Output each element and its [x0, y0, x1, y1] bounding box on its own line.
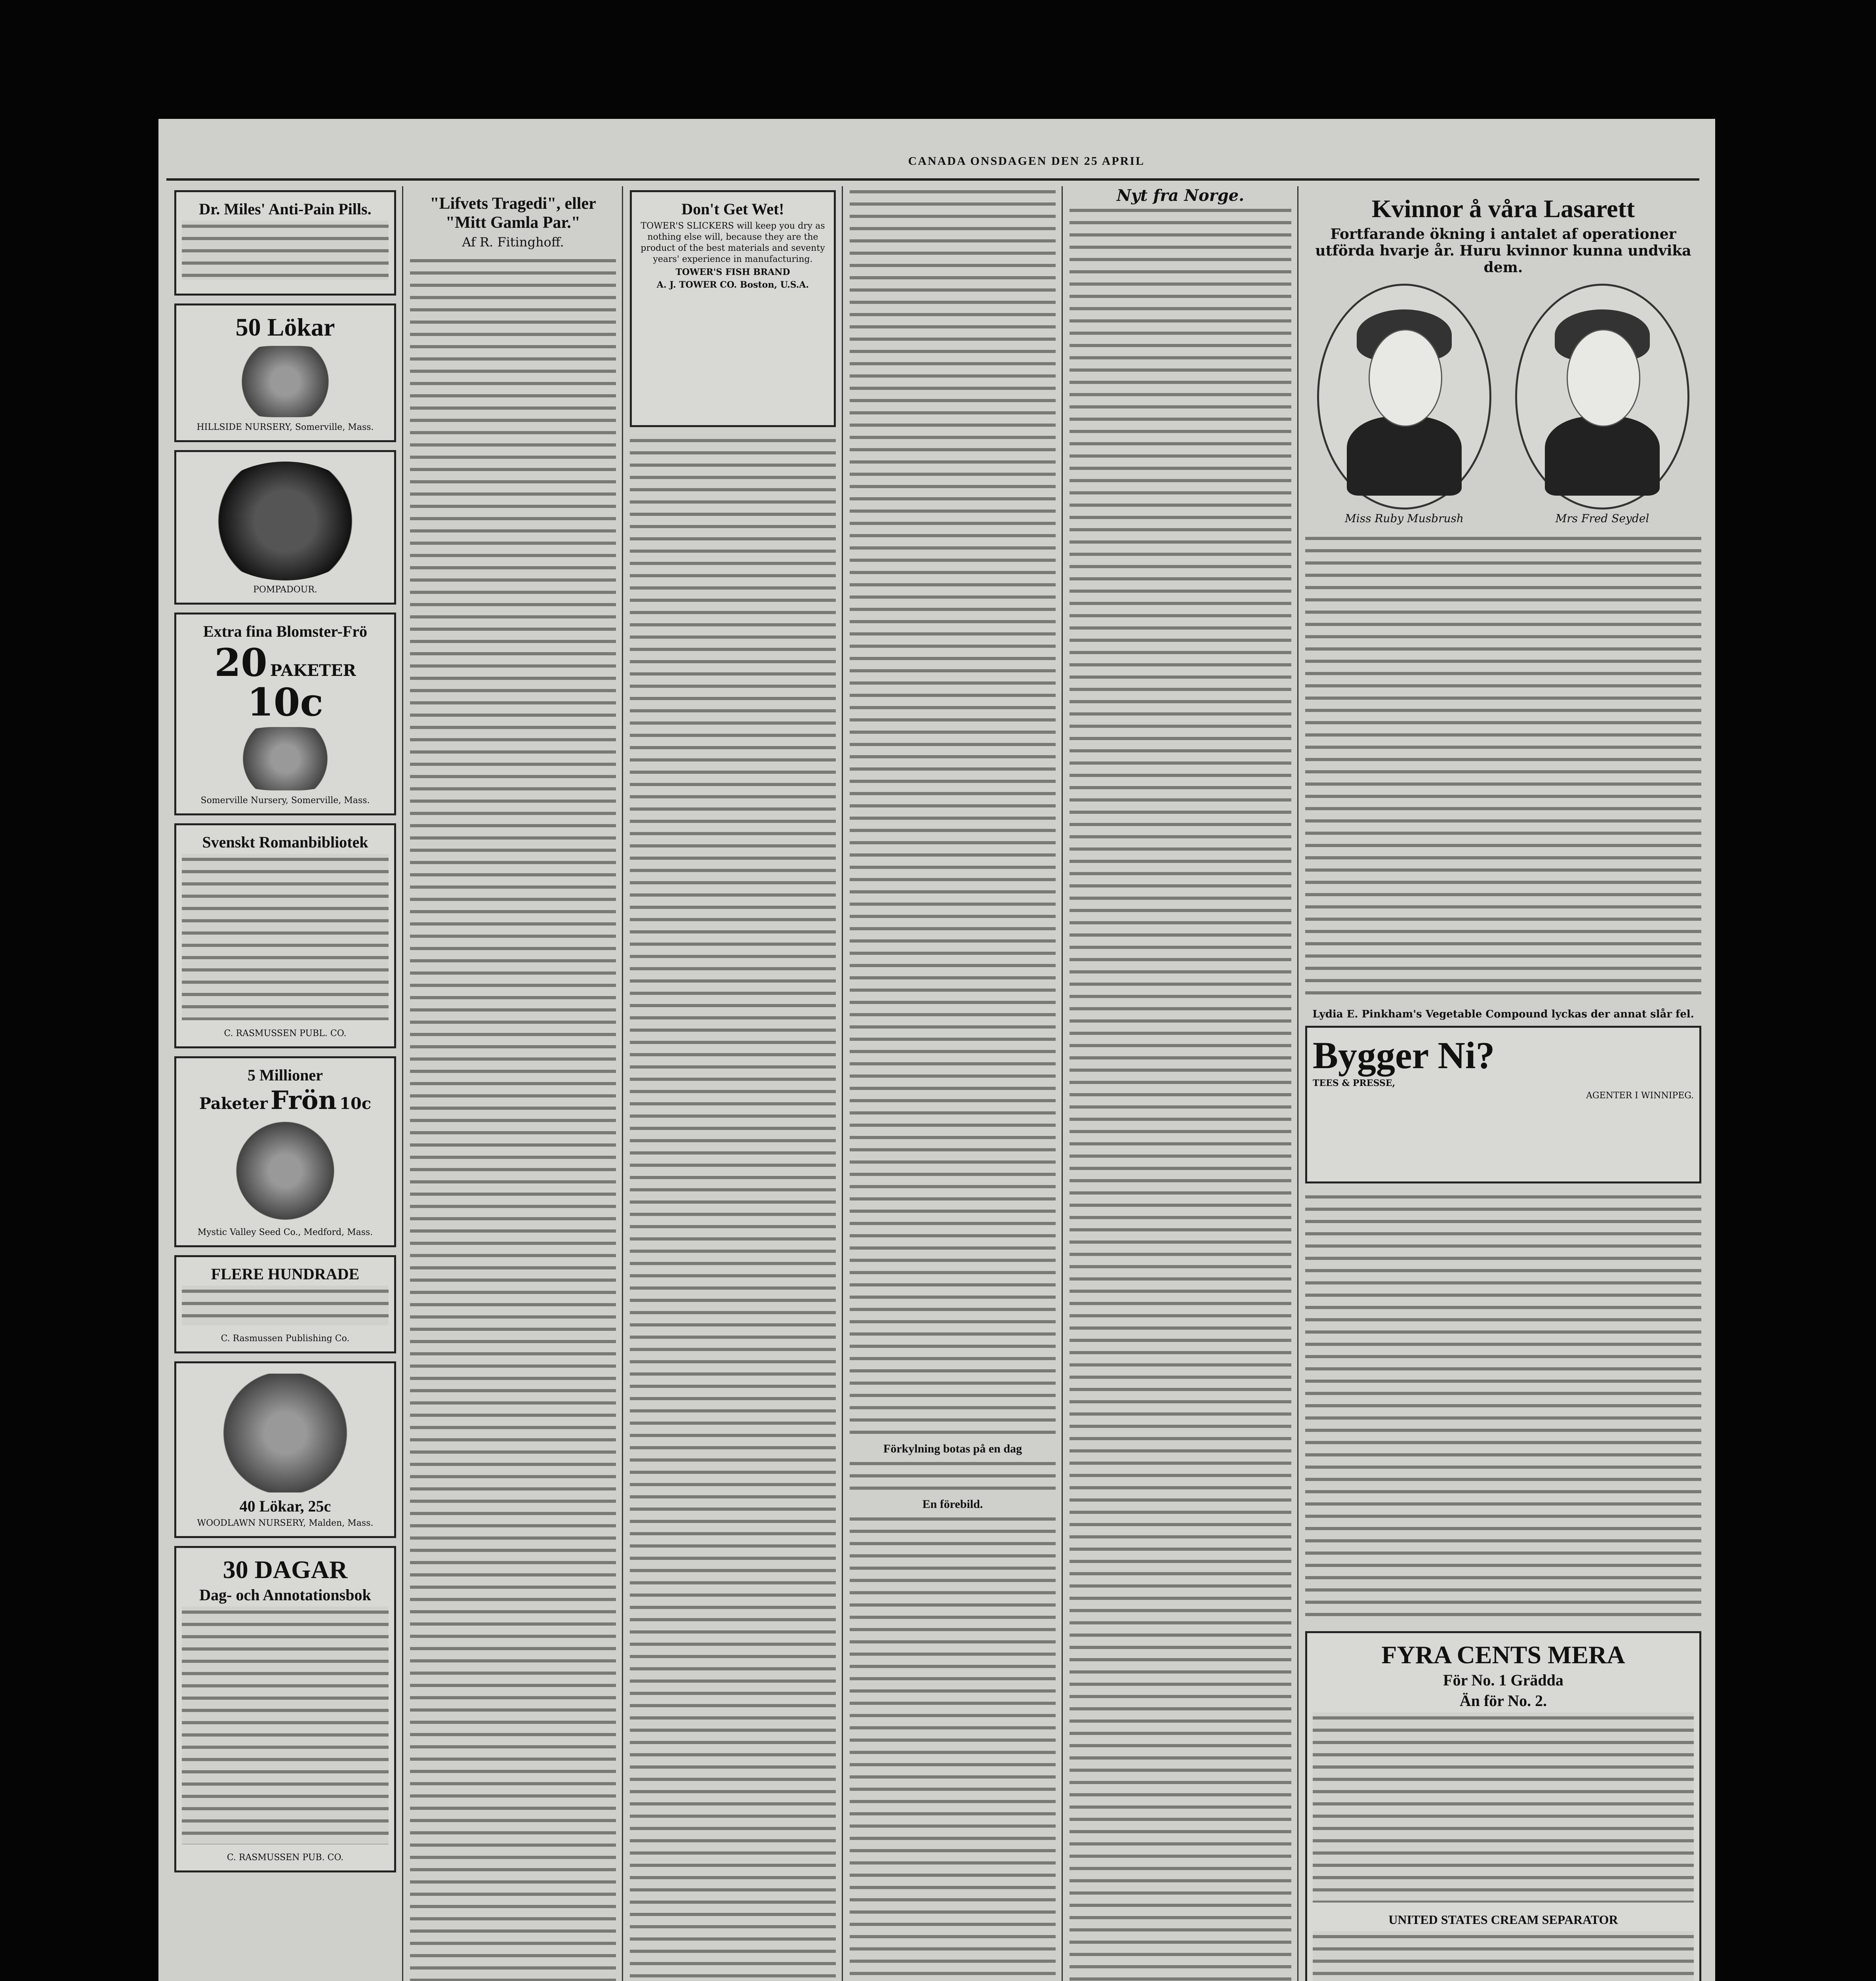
- column-4: [850, 186, 1056, 1981]
- column-ads-left: [174, 186, 396, 1981]
- ad-romanbibliotek-sub: C. RASMUSSEN PUBL. CO.: [224, 1029, 347, 1038]
- ad-30-text: [182, 1607, 389, 1844]
- portrait-right: [1515, 284, 1689, 525]
- ad-towers-title: Don't Get Wet!: [681, 200, 784, 218]
- column-3: [630, 186, 836, 1981]
- ad-blomster-sub: Somerville Nursery, Somerville, Mass.: [200, 796, 370, 805]
- wig-illustration: [202, 462, 368, 580]
- ad-40-lokar: [174, 1361, 396, 1538]
- ad-lokar: [174, 303, 396, 442]
- ad-blomster-price: 10c: [247, 680, 324, 725]
- ad-40-sub: WOODLAWN NURSERY, Malden, Mass.: [197, 1518, 374, 1528]
- column-6-news: [1305, 1191, 1701, 1623]
- ad-millioner-price: 10c: [339, 1094, 372, 1113]
- portraits: [1305, 284, 1701, 525]
- caption-musbrush: Miss Ruby Musbrush: [1345, 512, 1464, 525]
- ad-towers-slickers: [630, 190, 836, 427]
- ad-bygger-title: Bygger Ni?: [1313, 1034, 1495, 1076]
- ad-fyra-cents: [1305, 1631, 1701, 1981]
- column-5: [1070, 186, 1291, 1981]
- column-3-body: [630, 435, 836, 1981]
- ad-lokar-title: 50 Lökar: [235, 313, 335, 341]
- ad-30-dagar: [174, 1546, 396, 1872]
- ad-forkylning-title: Förkylning botas på en dag: [883, 1442, 1022, 1455]
- ad-fyra-text2: [1313, 1931, 1694, 1981]
- ad-romanbibliotek-text: [182, 854, 389, 1020]
- plant-illustration: [223, 1119, 347, 1222]
- ad-fyra-sub2: Än för No. 2.: [1459, 1692, 1547, 1710]
- ad-millioner-big: Frön: [270, 1086, 337, 1115]
- ad-flere-sub: C. Rasmussen Publishing Co.: [221, 1334, 350, 1344]
- ad-40-title: 40 Lökar, 25c: [239, 1497, 331, 1515]
- ad-blomster: [174, 613, 396, 815]
- column-rule: [622, 186, 623, 1981]
- ad-romanbibliotek-title: Svenskt Romanbibliotek: [202, 833, 368, 851]
- ad-blomster-title: Extra fina Blomster-Frö: [203, 622, 367, 640]
- ad-30-title: 30 DAGAR: [223, 1555, 348, 1584]
- lasarett-subhead: Fortfarande ökning i antalet af operationer utförda hvarje år. Huru kvinnor kunna undvika dem.: [1315, 226, 1691, 276]
- story-title: "Lifvets Tragedi", eller "Mitt Gamla Par.": [430, 195, 596, 232]
- portrait-left: [1317, 284, 1491, 525]
- news-norway-body: [1070, 205, 1291, 1981]
- ad-fyra-separator: UNITED STATES CREAM SEPARATOR: [1388, 1912, 1618, 1927]
- column-rule: [1062, 186, 1063, 1981]
- ad-blomster-word: PAKETER: [270, 661, 356, 680]
- ad-towers-company: A. J. TOWER CO. Boston, U.S.A.: [656, 280, 809, 290]
- ad-miles-title: Dr. Miles' Anti-Pain Pills.: [199, 200, 372, 218]
- flower-pot-illustration: [223, 346, 347, 417]
- column-story: [410, 186, 616, 1981]
- column-rule: [842, 186, 843, 1981]
- ad-towers-brand: TOWER'S FISH BRAND: [675, 267, 790, 277]
- lasarett-body: [1305, 533, 1701, 1000]
- ad-flere: [174, 1255, 396, 1353]
- ad-bygger: [1305, 1026, 1701, 1183]
- ad-bygger-agent: AGENTER I WINNIPEG.: [1586, 1091, 1694, 1101]
- story-author: Af R. Fitinghoff.: [462, 235, 564, 250]
- portrait-musbrush: [1317, 284, 1491, 510]
- poem-body: [850, 1513, 1056, 1981]
- ad-30-sub1: Dag- och Annotationsbok: [199, 1586, 371, 1604]
- caption-seydel: Mrs Fred Seydel: [1555, 512, 1649, 525]
- portrait-seydel: [1515, 284, 1689, 510]
- lasarett-footer: Lydia E. Pinkham's Vegetable Compound lyckas der annat slår fel.: [1312, 1008, 1694, 1020]
- bulb-illustration: [202, 1374, 368, 1492]
- ad-blomster-count: 20: [214, 640, 267, 685]
- ad-millioner: [174, 1056, 396, 1247]
- ad-bygger-company: TEES & PRESSE,: [1313, 1078, 1396, 1088]
- ad-millioner-sub: Mystic Valley Seed Co., Medford, Mass.: [197, 1227, 373, 1237]
- ad-30-sub2: C. RASMUSSEN PUB. CO.: [227, 1853, 344, 1863]
- column-rule: [1297, 186, 1298, 1981]
- ad-pompadour-label: POMPADOUR.: [253, 585, 317, 595]
- ad-lokar-sub: HILLSIDE NURSERY, Somerville, Mass.: [196, 422, 374, 432]
- ad-fyra-sub1: För No. 1 Grädda: [1443, 1671, 1563, 1689]
- newspaper-page: [158, 119, 1715, 1981]
- ad-miles-text: [182, 221, 389, 280]
- ad-fyra-text: [1313, 1712, 1694, 1903]
- ad-millioner-title: 5 Millioner: [248, 1066, 323, 1084]
- column-rule: [402, 186, 403, 1981]
- ad-flere-text: [182, 1286, 389, 1325]
- ad-pompadour: [174, 450, 396, 605]
- ad-miles: [174, 190, 396, 296]
- ad-flere-title: FLERE HUNDRADE: [211, 1265, 360, 1283]
- ad-fyra-title: FYRA CENTS MERA: [1381, 1641, 1625, 1669]
- masthead-text: CANADA ONSDAGEN DEN 25 APRIL: [908, 155, 1145, 168]
- flower-illustration: [223, 727, 347, 790]
- ad-millioner-word: Paketer: [199, 1094, 268, 1113]
- column-6: [1305, 186, 1701, 1981]
- news-norway-title: Nyt fra Norge.: [1117, 186, 1244, 205]
- ad-romanbibliotek: [174, 823, 396, 1048]
- lasarett-headline: Kvinnor å våra Lasarett: [1371, 195, 1635, 223]
- ad-forkylning-text: [850, 1458, 1056, 1490]
- poem-title: En förebild.: [922, 1498, 983, 1511]
- column-4-body: [850, 186, 1056, 1434]
- masthead: [166, 135, 1699, 181]
- story-body: [410, 255, 616, 1981]
- ad-towers-text: TOWER'S SLICKERS will keep you dry as nothing else will, because they are the product of the best materials and seventy years' experience in manufacturing.: [641, 221, 825, 264]
